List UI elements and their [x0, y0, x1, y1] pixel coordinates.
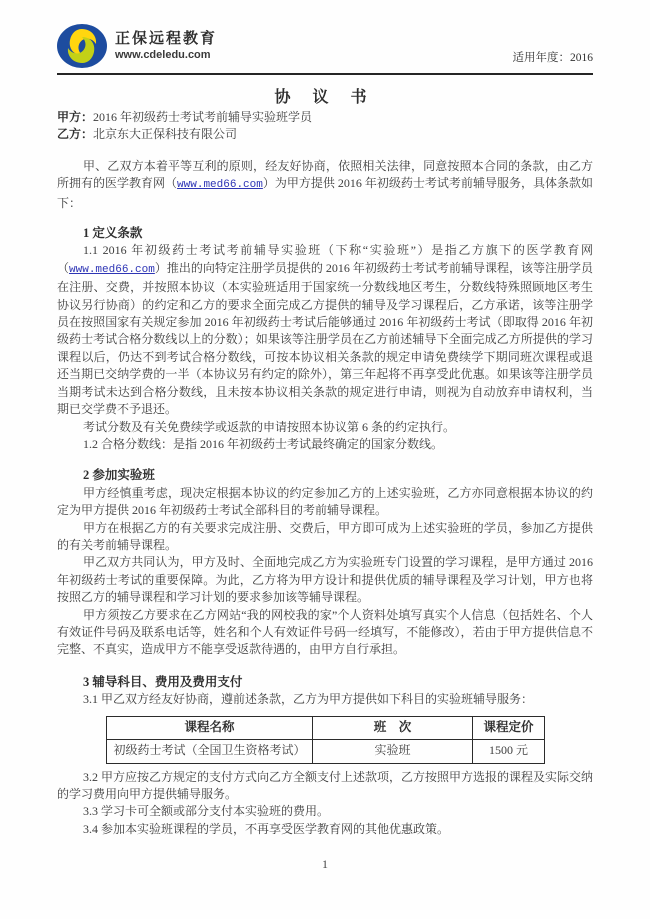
brand-text [115, 30, 217, 62]
clause-2-p3: 甲乙双方共同认为，甲方及时、全面地完成乙方为实验班专门设置的学习课程，是甲方通过 2016 年初级药士考试的重要保障。为此，乙方将为甲方设计和提供优质的辅导课程及学习计划，甲方也将按照乙方的辅导课程和学习计划的要求参加该等辅导课程。 [57, 555, 593, 605]
clause-1-1 [57, 242, 593, 418]
course-fee-table [106, 716, 545, 764]
party-b-text: 北京东大正保科技有限公司 [93, 127, 238, 142]
clause-3-1: 3.1 甲乙双方经友好协商，遵前述条款，乙方为甲方提供如下科目的实验班辅导服务： [83, 692, 534, 707]
party-b-label: 乙方： [57, 127, 94, 142]
section3-heading: 3 辅导科目、费用及费用支付 [83, 674, 243, 689]
clause-score-note: 考试分数及有关免费续学或返款的申请按照本协议第 6 条的约定执行。 [83, 419, 456, 434]
clause-1-2: 1.2 合格分数线：是指 2016 年初级药士考试最终确定的国家分数线。 [83, 436, 444, 451]
company-name: 正保远程教育 [115, 30, 218, 47]
col-header-class-type: 班 次 [313, 716, 473, 739]
intro-text-pre: 甲、乙双方本着平等互利的原则，经友好协商，依照相关法律，同意按照本合同的条款，由乙方所拥有的医学教育网（ [57, 158, 593, 191]
brand-block [57, 24, 217, 68]
col-header-course-price: 课程定价 [473, 716, 545, 739]
cell-class-type: 实验班 [313, 739, 473, 763]
party-b-line [57, 126, 593, 143]
clause-2-p4: 甲方须按乙方要求在乙方网站“我的网校我的家”个人资料处填写真实个人信息（包括姓名、个人有效证件号码及联系电话等，姓名和个人有效证件号码一经填写，不能修改），若由于甲方提供信息不完整、不真实，造成甲方不能享受返款待遇的，由甲方自行承担。 [57, 607, 593, 657]
clause-2-p2: 甲方在根据乙方的有关要求完成注册、交费后，甲方即可成为上述实验班的学员，参加乙方提供的有关考前辅导课程。 [57, 520, 593, 552]
section1-heading: 1 定义条款 [83, 226, 143, 241]
company-logo-icon [57, 24, 107, 68]
clause-3-3: 3.3 学习卡可全额或部分支付本实验班的费用。 [83, 804, 330, 819]
table-header-row [107, 716, 545, 739]
table-row [107, 739, 545, 763]
clause-3-2: 3.2 甲方应按乙方规定的支付方式向乙方全额支付上述款项，乙方按照甲方选报的课程及实际交纳的学习费用向甲方提供辅导服务。 [57, 769, 594, 801]
intro-paragraph [57, 158, 593, 212]
party-a-line [57, 109, 593, 126]
cell-course-price: 1500 元 [473, 739, 545, 763]
med66-link-2[interactable]: www.med66.com [69, 263, 155, 276]
cell-course-name: 初级药士考试（全国卫生资格考试） [107, 739, 313, 763]
party-a-label: 甲方： [57, 110, 94, 124]
section2-heading: 2 参加实验班 [83, 468, 155, 483]
company-url: www.cdeledu.com [115, 49, 211, 61]
page-header [57, 0, 593, 75]
clause-1-1-post: ）推出的向特定注册学员提供的 2016 年初级药士考试考前辅导课程，该等注册学员在注册、交费，并按照本协议（本实验班适用于国家统一分数线地区考生，分数线特殊照顾地区考生协议另行协商）的约定和乙方的要求全面完成乙方提供的辅导及学习课程后，乙方承诺，该等注册学员在按照国家有关规定参加 2016 年初级药士考试后能够通过 2016 年初级药士考试（即取得 2016 年初级药士考试合格分数线以上的分数）；如果该等注册学员在乙方前述辅导下全面完成乙方所提供的学习课程以后，仍达不到考试合格分数线，可按本协议相关条款的规定申请免费续学下期同班次课程或退还当期已交纳学费的一半（本协议另有约定的除外），第三年起将不再享受此优惠。如果该等注册学员当期考试未达到合格分数线，且未按本协议相关条款的规定进行申请，则视为自动放弃申请权利，当期已交学费不予退还。 [57, 260, 593, 417]
intro-text-post: ）为甲方提供 2016 年初级药士考试考前辅导服务，具体条款如下： [57, 176, 593, 210]
clause-3-4: 3.4 参加本实验班课程的学员，不再享受医学教育网的其他优惠政策。 [83, 821, 450, 836]
document-title: 协 议 书 [274, 89, 376, 106]
page-number: 1 [322, 856, 328, 871]
clause-2-p1: 甲方经慎重考虑，现决定根据本协议的约定参加乙方的上述实验班，乙方亦同意根据本协议的约定为甲方提供 2016 年初级药士考试全部科目的考前辅导课程。 [57, 485, 593, 518]
clause-1-1-pre: 1.1 2016 年初级药士考试考前辅导实验班（下称“实验班”）是指乙方旗下的医学教育网（ [57, 243, 593, 275]
med66-link[interactable]: www.med66.com [177, 179, 263, 192]
party-a-text: 2016 年初级药士考试考前辅导实验班学员 [93, 110, 313, 124]
applicable-year-label: 适用年度：2016 [512, 51, 593, 64]
col-header-course-name: 课程名称 [107, 716, 313, 739]
